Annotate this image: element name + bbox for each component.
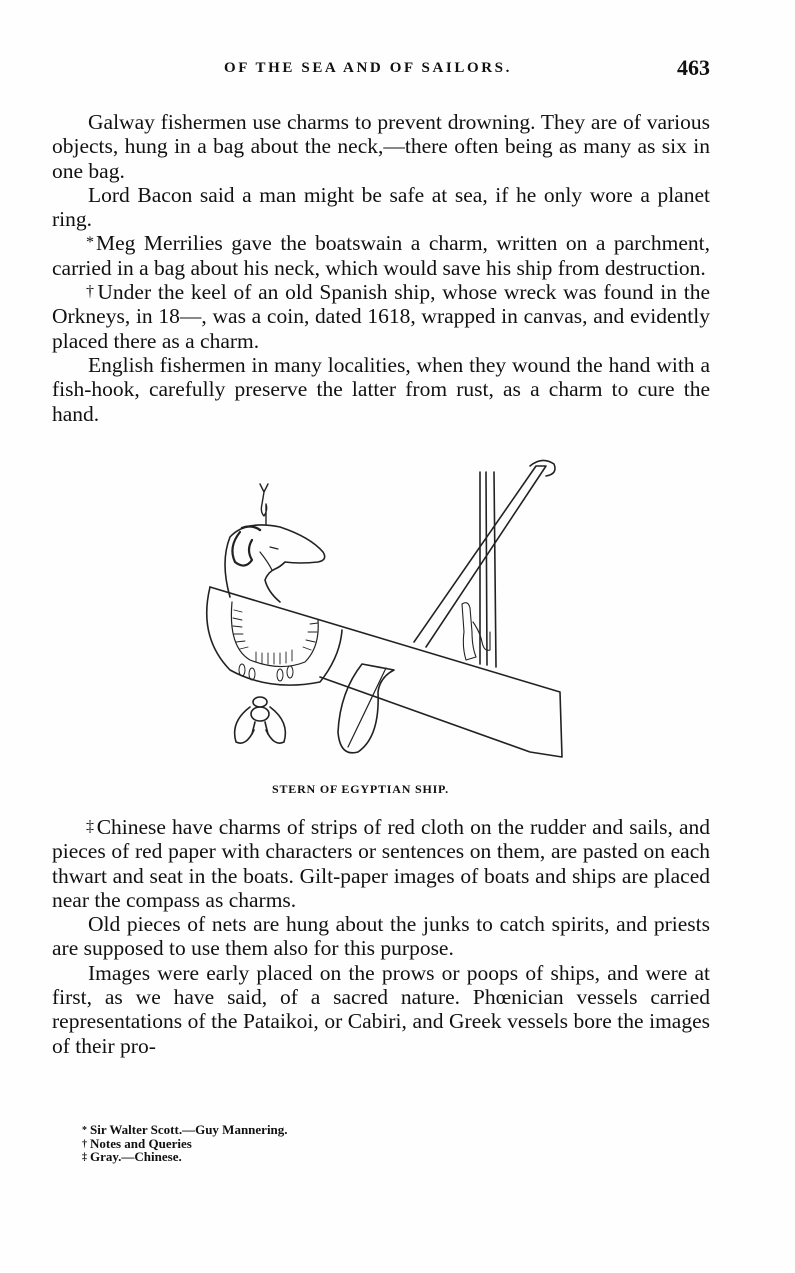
body-text-top xyxy=(52,110,710,426)
paragraph xyxy=(52,961,710,1058)
paragraph xyxy=(52,110,710,183)
footnote-mark: * xyxy=(82,1125,87,1136)
figure-caption: STERN OF EGYPTIAN SHIP. xyxy=(272,782,449,796)
footnote-mark: † xyxy=(82,1138,87,1150)
paragraph xyxy=(52,912,710,961)
page-number: 463 xyxy=(677,55,710,80)
paragraph xyxy=(52,183,710,232)
paragraph-text: Meg Merrilies gave the boatswain a charm, written on a parchment, carried in a bag about his neck, which would save his ship from destruction. xyxy=(52,231,710,280)
footnote-mark: † xyxy=(86,283,96,301)
footnote xyxy=(82,1151,288,1165)
footnote-mark: ‡ xyxy=(86,818,95,835)
body-text-bottom xyxy=(52,815,710,1058)
paragraph-text: Chinese have charms of strips of red cloth on the rudder and sails, and pieces of red paper with characters or sentences on them, are pasted on each thwart and seat in the boats. Gilt-paper images of boats and ships are placed near the compass as charms. xyxy=(52,815,710,912)
paragraph-text: Galway fishermen use charms to prevent drowning. They are of various objects, hung in a bag about the neck,—there often being as many as six in one bag. xyxy=(52,110,710,183)
egyptian-ship-stern-illustration xyxy=(190,452,590,777)
running-head xyxy=(52,55,710,82)
paragraph xyxy=(52,280,710,353)
footnote-mark: ‡ xyxy=(82,1152,87,1163)
paragraph xyxy=(52,231,710,280)
footnotes xyxy=(82,1124,288,1165)
paragraph xyxy=(52,815,710,912)
running-title: OF THE SEA AND OF SAILORS. xyxy=(224,60,512,76)
paragraph-text: Old pieces of nets are hung about the junks to catch spirits, and priests are supposed to use them also for this purpose. xyxy=(52,912,710,961)
paragraph-text: Images were early placed on the prows or poops of ships, and were at first, as we have said, of a sacred nature. Phœnician vessels carried representations of the Pataikoi, or Cabiri, and Greek vessels bore the images of their pro- xyxy=(52,960,710,1058)
paragraph xyxy=(52,353,710,426)
footnote-text: Sir Walter Scott.—Guy Mannering. xyxy=(90,1122,288,1137)
paragraph-text: Under the keel of an old Spanish ship, whose wreck was found in the Orkneys, in 18—, was a coin, dated 1618, wrapped in canvas, and evidently placed there as a charm. xyxy=(52,280,710,353)
footnote-text: Notes and Queries xyxy=(90,1135,192,1151)
footnote-mark: * xyxy=(86,234,94,252)
paragraph-text: Lord Bacon said a man might be safe at sea, if he only wore a planet ring. xyxy=(52,182,710,232)
paragraph-text: English fishermen in many localities, when they wound the hand with a fish-hook, carefully preserve the latter from rust, as a charm to cure the hand. xyxy=(52,352,710,426)
footnote-text: Gray.—Chinese. xyxy=(90,1149,182,1164)
